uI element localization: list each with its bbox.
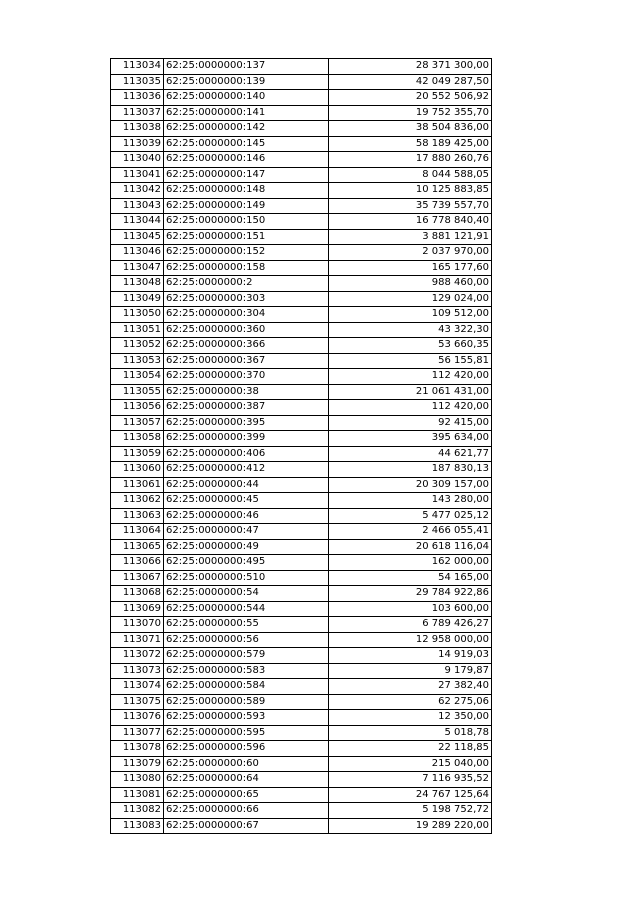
row-number-cell: 113064 (111, 524, 164, 540)
row-number-cell: 113060 (111, 462, 164, 478)
row-number-cell: 113035 (111, 74, 164, 90)
row-number-cell: 113054 (111, 369, 164, 385)
row-number-cell: 113034 (111, 59, 164, 75)
row-number-cell: 113059 (111, 446, 164, 462)
value-cell: 24 767 125,64 (329, 787, 492, 803)
row-number-cell: 113070 (111, 617, 164, 633)
cadastral-number-cell: 62:25:0000000:145 (164, 136, 329, 152)
cadastral-number-cell: 62:25:0000000:395 (164, 415, 329, 431)
value-cell: 44 621,77 (329, 446, 492, 462)
value-cell: 58 189 425,00 (329, 136, 492, 152)
cadastral-number-cell: 62:25:0000000:146 (164, 152, 329, 168)
cadastral-number-cell: 62:25:0000000:303 (164, 291, 329, 307)
table-row (111, 818, 492, 834)
value-cell: 5 477 025,12 (329, 508, 492, 524)
value-cell: 187 830,13 (329, 462, 492, 478)
cadastral-number-cell: 62:25:0000000:510 (164, 570, 329, 586)
value-cell: 6 789 426,27 (329, 617, 492, 633)
row-number-cell: 113043 (111, 198, 164, 214)
table-row (111, 756, 492, 772)
table-row (111, 431, 492, 447)
table-row (111, 617, 492, 633)
value-cell: 19 289 220,00 (329, 818, 492, 834)
value-cell: 20 618 116,04 (329, 539, 492, 555)
value-cell: 8 044 588,05 (329, 167, 492, 183)
value-cell: 2 466 055,41 (329, 524, 492, 540)
row-number-cell: 113073 (111, 663, 164, 679)
row-number-cell: 113080 (111, 772, 164, 788)
value-cell: 20 552 506,92 (329, 90, 492, 106)
value-cell: 395 634,00 (329, 431, 492, 447)
row-number-cell: 113053 (111, 353, 164, 369)
value-cell: 5 198 752,72 (329, 803, 492, 819)
value-cell: 988 460,00 (329, 276, 492, 292)
row-number-cell: 113076 (111, 710, 164, 726)
cadastral-number-cell: 62:25:0000000:49 (164, 539, 329, 555)
table-row (111, 803, 492, 819)
table-row (111, 632, 492, 648)
table-row (111, 198, 492, 214)
row-number-cell: 113049 (111, 291, 164, 307)
table-row (111, 229, 492, 245)
row-number-cell: 113061 (111, 477, 164, 493)
table-row (111, 570, 492, 586)
table-row (111, 353, 492, 369)
cadastral-number-cell: 62:25:0000000:360 (164, 322, 329, 338)
row-number-cell: 113075 (111, 694, 164, 710)
cadastral-number-cell: 62:25:0000000:595 (164, 725, 329, 741)
cadastral-number-cell: 62:25:0000000:54 (164, 586, 329, 602)
table-row (111, 787, 492, 803)
value-cell: 28 371 300,00 (329, 59, 492, 75)
cadastral-number-cell: 62:25:0000000:150 (164, 214, 329, 230)
table-row (111, 322, 492, 338)
value-cell: 43 322,30 (329, 322, 492, 338)
value-cell: 56 155,81 (329, 353, 492, 369)
cadastral-number-cell: 62:25:0000000:45 (164, 493, 329, 509)
cadastral-number-cell: 62:25:0000000:67 (164, 818, 329, 834)
cadastral-number-cell: 62:25:0000000:44 (164, 477, 329, 493)
table-row (111, 105, 492, 121)
row-number-cell: 113057 (111, 415, 164, 431)
table-row (111, 260, 492, 276)
row-number-cell: 113062 (111, 493, 164, 509)
value-cell: 103 600,00 (329, 601, 492, 617)
table-row (111, 725, 492, 741)
value-cell: 143 280,00 (329, 493, 492, 509)
value-cell: 19 752 355,70 (329, 105, 492, 121)
cadastral-number-cell: 62:25:0000000:38 (164, 384, 329, 400)
cadastral-number-cell: 62:25:0000000:55 (164, 617, 329, 633)
value-cell: 7 116 935,52 (329, 772, 492, 788)
row-number-cell: 113039 (111, 136, 164, 152)
value-cell: 3 881 121,91 (329, 229, 492, 245)
table-row (111, 741, 492, 757)
cadastral-number-cell: 62:25:0000000:139 (164, 74, 329, 90)
table-row (111, 694, 492, 710)
table-row (111, 555, 492, 571)
value-cell: 38 504 836,00 (329, 121, 492, 137)
value-cell: 22 118,85 (329, 741, 492, 757)
cadastral-value-table (110, 58, 492, 834)
cadastral-number-cell: 62:25:0000000:151 (164, 229, 329, 245)
row-number-cell: 113045 (111, 229, 164, 245)
cadastral-number-cell: 62:25:0000000:148 (164, 183, 329, 199)
cadastral-number-cell: 62:25:0000000:596 (164, 741, 329, 757)
table-row (111, 90, 492, 106)
value-cell: 21 061 431,00 (329, 384, 492, 400)
table-row (111, 586, 492, 602)
value-cell: 20 309 157,00 (329, 477, 492, 493)
table-row (111, 167, 492, 183)
table-row (111, 384, 492, 400)
row-number-cell: 113047 (111, 260, 164, 276)
value-cell: 215 040,00 (329, 756, 492, 772)
cadastral-number-cell: 62:25:0000000:583 (164, 663, 329, 679)
cadastral-number-cell: 62:25:0000000:544 (164, 601, 329, 617)
value-cell: 10 125 883,85 (329, 183, 492, 199)
table-row (111, 276, 492, 292)
row-number-cell: 113067 (111, 570, 164, 586)
row-number-cell: 113077 (111, 725, 164, 741)
table-row (111, 291, 492, 307)
value-cell: 53 660,35 (329, 338, 492, 354)
row-number-cell: 113071 (111, 632, 164, 648)
cadastral-number-cell: 62:25:0000000:137 (164, 59, 329, 75)
row-number-cell: 113036 (111, 90, 164, 106)
row-number-cell: 113052 (111, 338, 164, 354)
table-row (111, 183, 492, 199)
table-row (111, 508, 492, 524)
cadastral-number-cell: 62:25:0000000:589 (164, 694, 329, 710)
table-row (111, 493, 492, 509)
value-cell: 12 958 000,00 (329, 632, 492, 648)
value-cell: 9 179,87 (329, 663, 492, 679)
row-number-cell: 113042 (111, 183, 164, 199)
value-cell: 35 739 557,70 (329, 198, 492, 214)
cadastral-number-cell: 62:25:0000000:46 (164, 508, 329, 524)
cadastral-number-cell: 62:25:0000000:406 (164, 446, 329, 462)
value-cell: 112 420,00 (329, 400, 492, 416)
table-row (111, 136, 492, 152)
row-number-cell: 113044 (111, 214, 164, 230)
row-number-cell: 113069 (111, 601, 164, 617)
cadastral-number-cell: 62:25:0000000:158 (164, 260, 329, 276)
table-row (111, 477, 492, 493)
table-row (111, 400, 492, 416)
table-body (111, 59, 492, 834)
table-row (111, 524, 492, 540)
value-cell: 42 049 287,50 (329, 74, 492, 90)
cadastral-number-cell: 62:25:0000000:584 (164, 679, 329, 695)
cadastral-number-cell: 62:25:0000000:367 (164, 353, 329, 369)
table-row (111, 462, 492, 478)
row-number-cell: 113066 (111, 555, 164, 571)
value-cell: 54 165,00 (329, 570, 492, 586)
value-cell: 92 415,00 (329, 415, 492, 431)
row-number-cell: 113037 (111, 105, 164, 121)
value-cell: 162 000,00 (329, 555, 492, 571)
table-row (111, 710, 492, 726)
cadastral-number-cell: 62:25:0000000:370 (164, 369, 329, 385)
row-number-cell: 113051 (111, 322, 164, 338)
row-number-cell: 113063 (111, 508, 164, 524)
table-row (111, 245, 492, 261)
row-number-cell: 113082 (111, 803, 164, 819)
table-row (111, 679, 492, 695)
cadastral-number-cell: 62:25:0000000:593 (164, 710, 329, 726)
table-row (111, 446, 492, 462)
value-cell: 5 018,78 (329, 725, 492, 741)
row-number-cell: 113079 (111, 756, 164, 772)
table-row (111, 415, 492, 431)
row-number-cell: 113041 (111, 167, 164, 183)
table-row (111, 152, 492, 168)
cadastral-number-cell: 62:25:0000000:142 (164, 121, 329, 137)
table-row (111, 121, 492, 137)
row-number-cell: 113056 (111, 400, 164, 416)
table-row (111, 74, 492, 90)
row-number-cell: 113058 (111, 431, 164, 447)
value-cell: 14 919,03 (329, 648, 492, 664)
table-row (111, 369, 492, 385)
value-cell: 12 350,00 (329, 710, 492, 726)
table-row (111, 648, 492, 664)
cadastral-number-cell: 62:25:0000000:149 (164, 198, 329, 214)
table-row (111, 307, 492, 323)
value-cell: 16 778 840,40 (329, 214, 492, 230)
row-number-cell: 113083 (111, 818, 164, 834)
row-number-cell: 113040 (111, 152, 164, 168)
table-row (111, 59, 492, 75)
cadastral-number-cell: 62:25:0000000:579 (164, 648, 329, 664)
table-row (111, 601, 492, 617)
cadastral-number-cell: 62:25:0000000:387 (164, 400, 329, 416)
value-cell: 62 275,06 (329, 694, 492, 710)
row-number-cell: 113081 (111, 787, 164, 803)
table-row (111, 539, 492, 555)
value-cell: 2 037 970,00 (329, 245, 492, 261)
row-number-cell: 113074 (111, 679, 164, 695)
table-row (111, 214, 492, 230)
cadastral-number-cell: 62:25:0000000:65 (164, 787, 329, 803)
cadastral-number-cell: 62:25:0000000:2 (164, 276, 329, 292)
cadastral-number-cell: 62:25:0000000:147 (164, 167, 329, 183)
cadastral-number-cell: 62:25:0000000:60 (164, 756, 329, 772)
value-cell: 29 784 922,86 (329, 586, 492, 602)
row-number-cell: 113068 (111, 586, 164, 602)
table-row (111, 338, 492, 354)
cadastral-number-cell: 62:25:0000000:399 (164, 431, 329, 447)
value-cell: 109 512,00 (329, 307, 492, 323)
cadastral-number-cell: 62:25:0000000:56 (164, 632, 329, 648)
table-row (111, 663, 492, 679)
cadastral-number-cell: 62:25:0000000:304 (164, 307, 329, 323)
row-number-cell: 113072 (111, 648, 164, 664)
value-cell: 129 024,00 (329, 291, 492, 307)
row-number-cell: 113055 (111, 384, 164, 400)
row-number-cell: 113078 (111, 741, 164, 757)
row-number-cell: 113050 (111, 307, 164, 323)
row-number-cell: 113065 (111, 539, 164, 555)
cadastral-number-cell: 62:25:0000000:64 (164, 772, 329, 788)
cadastral-number-cell: 62:25:0000000:152 (164, 245, 329, 261)
cadastral-number-cell: 62:25:0000000:141 (164, 105, 329, 121)
value-cell: 165 177,60 (329, 260, 492, 276)
value-cell: 112 420,00 (329, 369, 492, 385)
cadastral-number-cell: 62:25:0000000:366 (164, 338, 329, 354)
row-number-cell: 113048 (111, 276, 164, 292)
cadastral-number-cell: 62:25:0000000:140 (164, 90, 329, 106)
table-row (111, 772, 492, 788)
cadastral-number-cell: 62:25:0000000:495 (164, 555, 329, 571)
value-cell: 27 382,40 (329, 679, 492, 695)
cadastral-number-cell: 62:25:0000000:66 (164, 803, 329, 819)
row-number-cell: 113046 (111, 245, 164, 261)
value-cell: 17 880 260,76 (329, 152, 492, 168)
row-number-cell: 113038 (111, 121, 164, 137)
cadastral-number-cell: 62:25:0000000:412 (164, 462, 329, 478)
cadastral-number-cell: 62:25:0000000:47 (164, 524, 329, 540)
